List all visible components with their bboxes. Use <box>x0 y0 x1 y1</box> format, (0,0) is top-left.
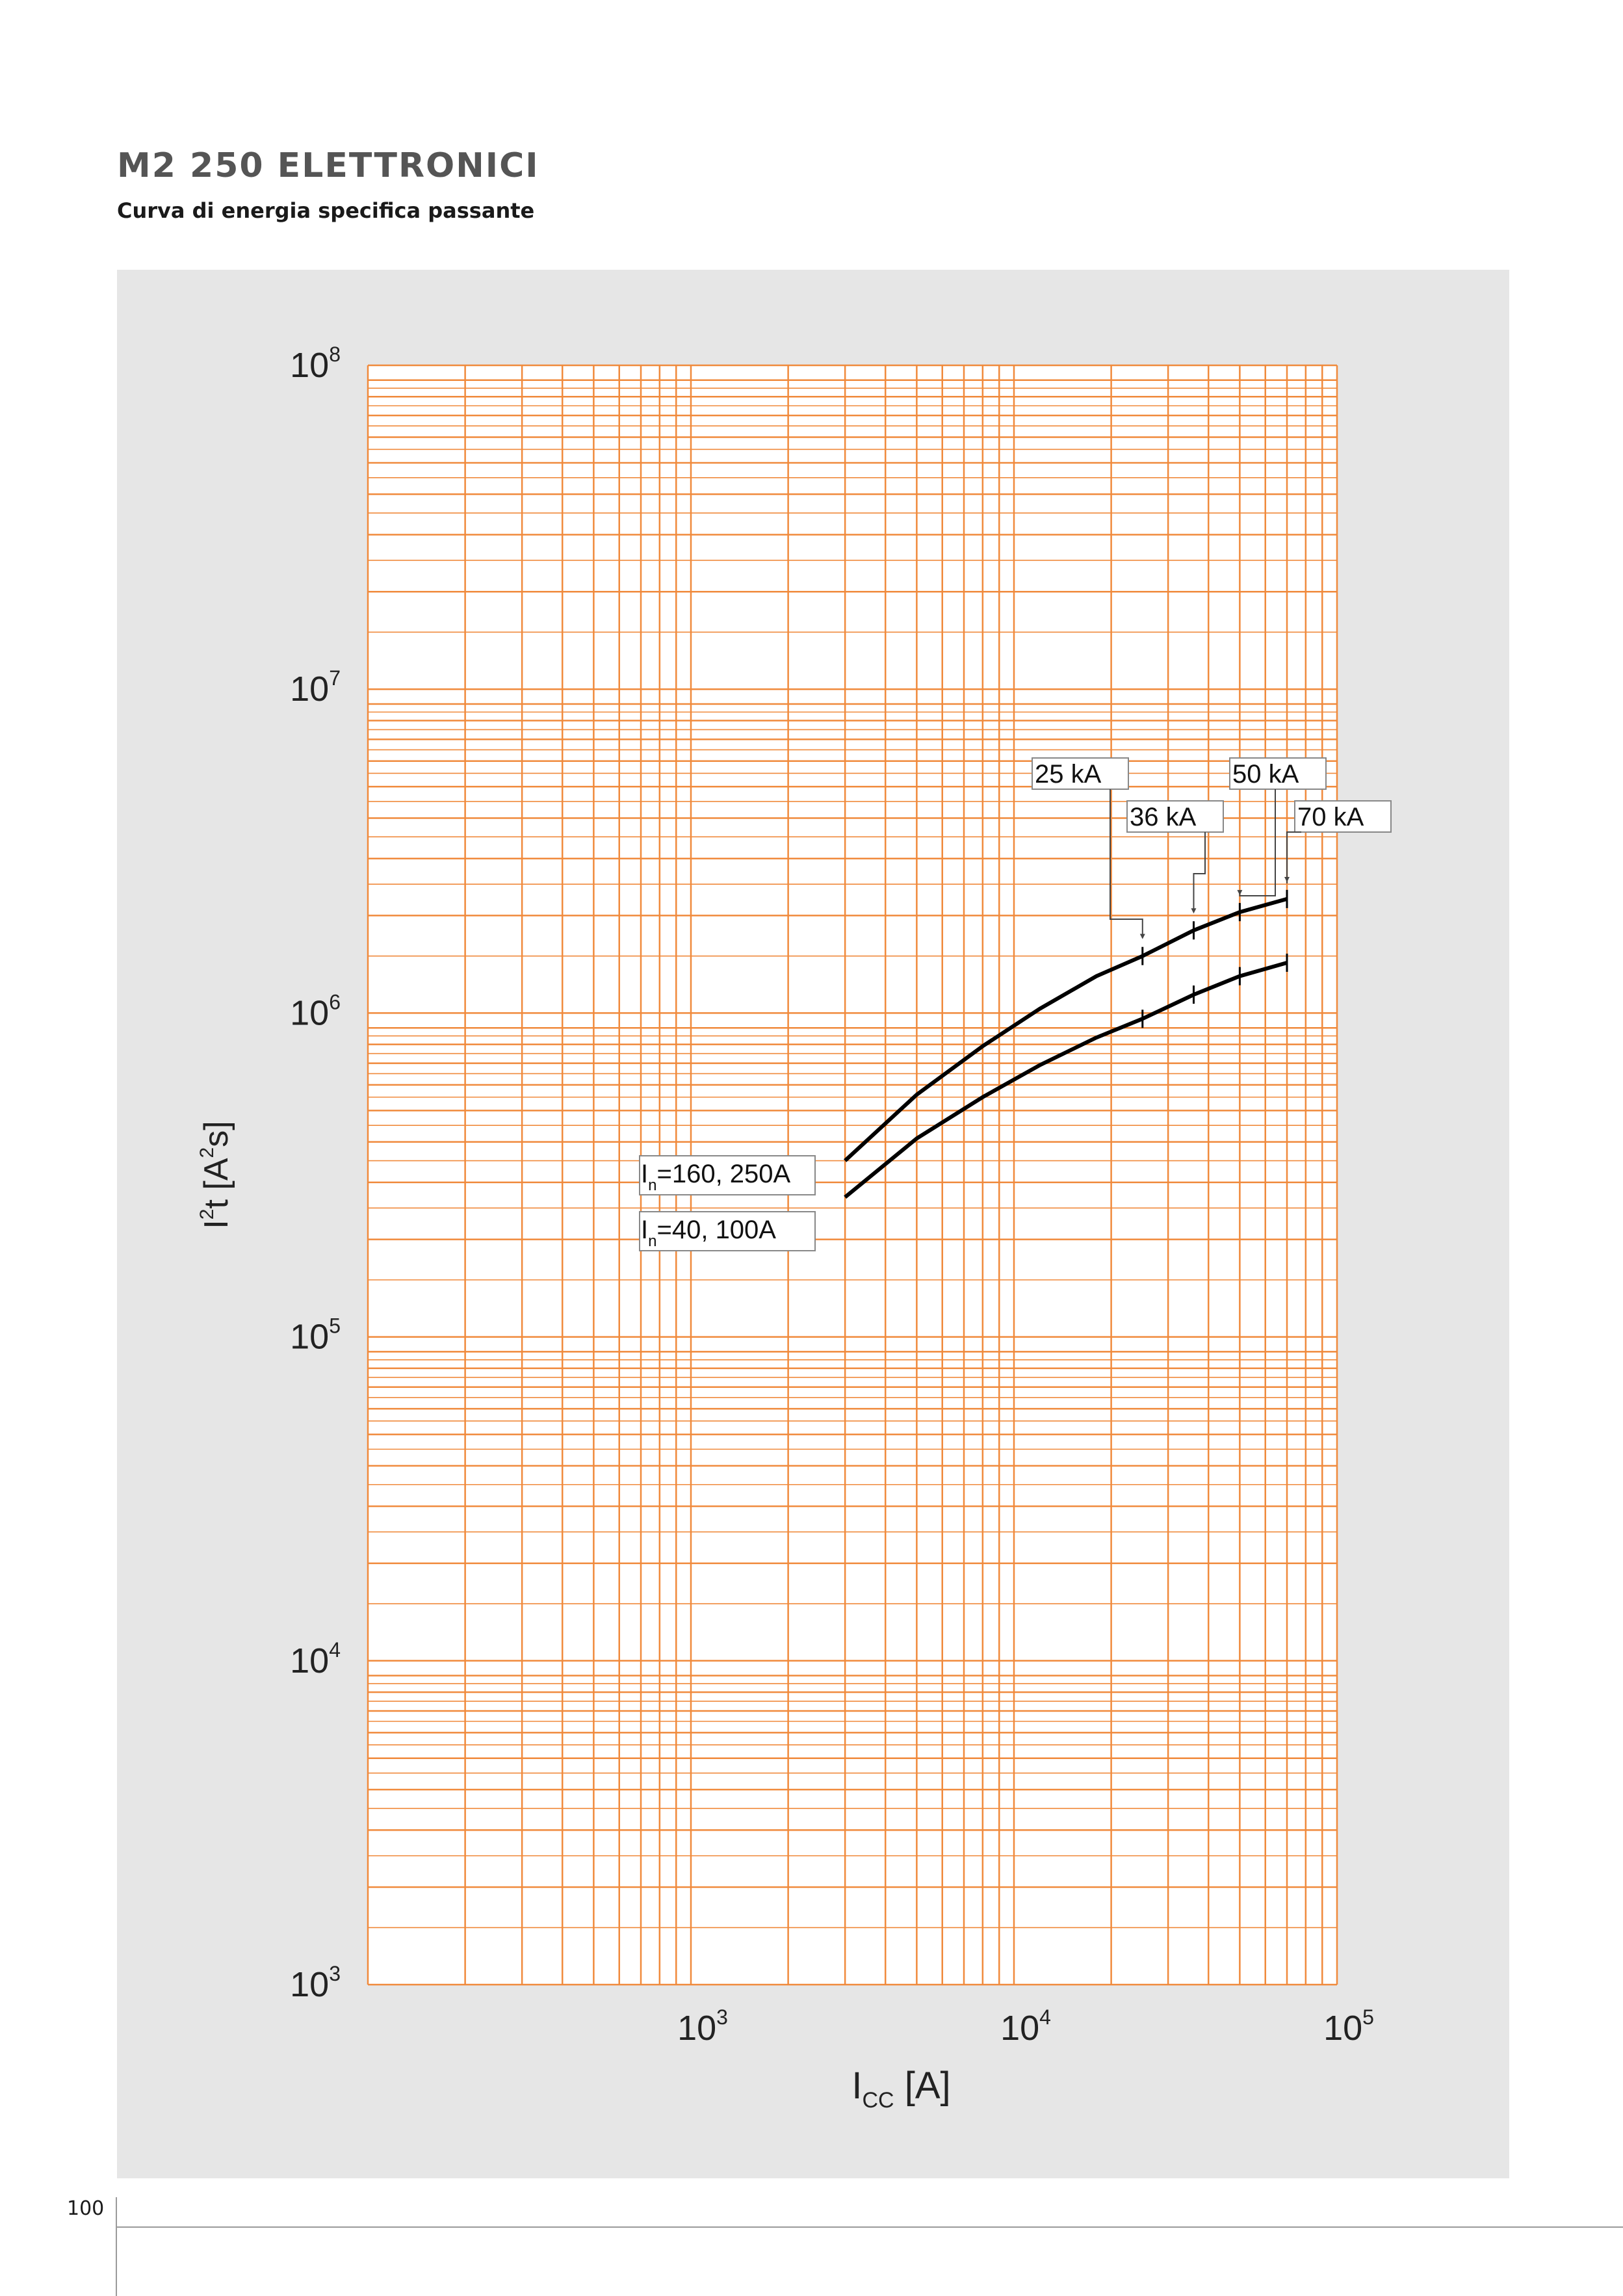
page-title: M2 250 ELETTRONICI <box>117 146 539 185</box>
page-subtitle: Curva di energia specifica passante <box>117 198 535 223</box>
annotation-label: 50 kA <box>1232 760 1299 789</box>
footer-divider <box>117 2226 1623 2228</box>
x-tick-label: $10^4$ <box>1000 2005 1051 2048</box>
y-tick-label: $10^3$ <box>290 1962 341 2004</box>
annotation-label: 70 kA <box>1297 803 1364 831</box>
annotation-label: 25 kA <box>1035 760 1102 789</box>
y-tick-label: $10^7$ <box>290 666 341 709</box>
x-tick-label: $10^3$ <box>677 2005 728 2048</box>
x-tick-label: $10^5$ <box>1323 2005 1374 2048</box>
y-tick-label: $10^6$ <box>290 990 341 1033</box>
y-tick-label: $10^4$ <box>290 1637 341 1680</box>
series-label: $I_n=160$, 250A <box>641 1160 791 1194</box>
x-axis-title: $I_{CC}$ [A] <box>851 2065 951 2113</box>
y-axis-title: $I^2t$ $[A^2s]$ <box>196 1121 235 1229</box>
series-label: $I_n=40$, 100A <box>641 1216 776 1250</box>
y-tick-label: $10^5$ <box>290 1314 341 1357</box>
footer-margin-line <box>116 2197 117 2296</box>
page-number: 100 <box>67 2197 105 2220</box>
y-tick-label: $10^8$ <box>290 343 341 385</box>
annotation-label: 36 kA <box>1130 803 1197 831</box>
plot-area <box>368 365 1337 1985</box>
